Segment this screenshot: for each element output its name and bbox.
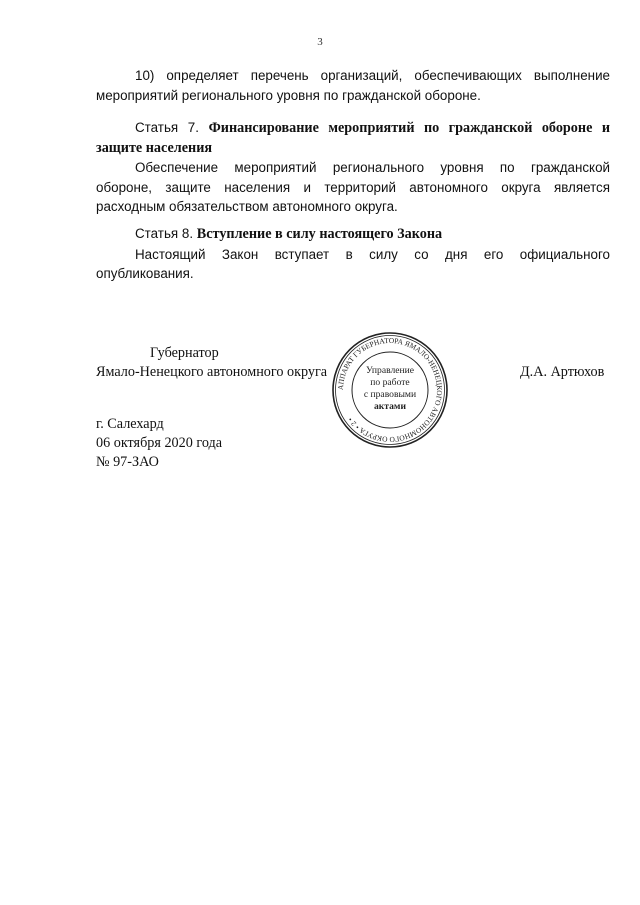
place: г. Салехард (96, 416, 164, 432)
article-8-body-line2: опубликования. (96, 266, 194, 281)
article-8-body-line1: Настоящий Закон вступает в силу со дня его официального (135, 246, 610, 262)
article-8-prefix: Статья 8. (135, 226, 197, 241)
article-8 (96, 224, 610, 284)
seal-graphic (330, 330, 450, 450)
article-7-body-line1: Обеспечение мероприятий регионального уровня по гражданской (135, 160, 610, 175)
seal-line4: актами (373, 401, 407, 412)
date: 06 октября 2020 года (96, 435, 223, 451)
seal-ring-text: АППАРАТ ГУБЕРНАТОРА ЯМАЛО-НЕНЕЦКОГО АВТОНОМНОГО ОКРУГА • 2 • (335, 335, 445, 445)
signature-position-line1: Губернатор (150, 345, 219, 361)
item-10-line1: 10) определяет перечень организаций, обеспечивающих выполнение (135, 68, 610, 83)
signature-name: Д.А. Артюхов (520, 364, 605, 380)
signature-position-line2: Ямало-Ненецкого автономного округа (96, 364, 328, 380)
article-7 (96, 118, 610, 217)
article-7-body-line3: расходным обязательством автономного округа. (96, 199, 398, 214)
article-8-title: Вступление в силу настоящего Закона (196, 226, 443, 242)
item-10-line2: мероприятий регионального уровня по гражданской обороне. (96, 87, 481, 103)
law-number: № 97-ЗАО (96, 454, 159, 470)
item-10 (96, 66, 610, 105)
page-number: 3 (317, 36, 323, 48)
article-7-heading-line1 (96, 118, 610, 139)
article-7-title-line1: Финансирование мероприятий по гражданской обороне и (208, 120, 610, 136)
article-7-prefix: Статья 7. (135, 120, 209, 135)
seal-line2: по работе (370, 377, 410, 388)
article-8-heading (96, 224, 610, 245)
official-seal (330, 330, 450, 450)
article-7-title-line2: защите населения (96, 139, 213, 156)
seal-line1: Управление (365, 365, 415, 376)
article-7-body-line2: обороне, защите населения и территорий автономного округа является (96, 179, 610, 195)
seal-line3: с правовыми (363, 389, 417, 400)
